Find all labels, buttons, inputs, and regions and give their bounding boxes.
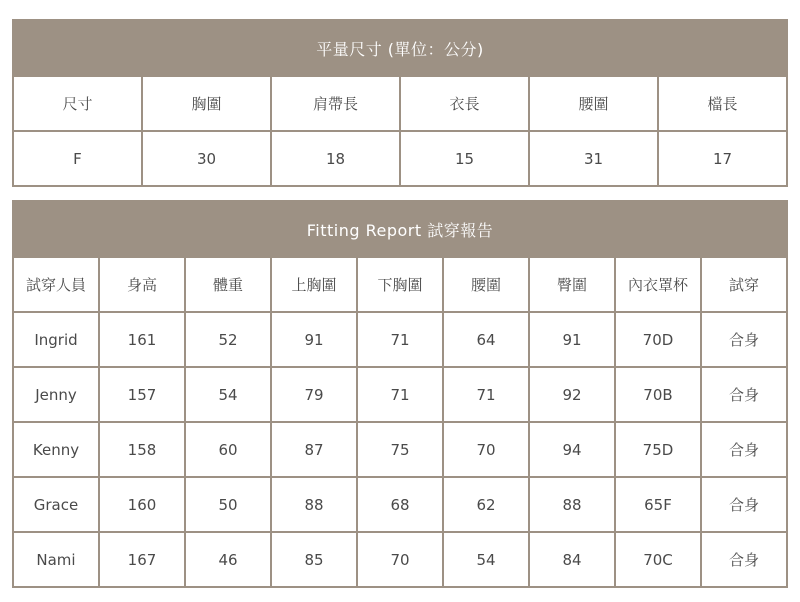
size-header-cell: 衣長	[400, 76, 529, 131]
fitting-header-cell: 腰圍	[443, 257, 529, 312]
size-cell: 31	[529, 131, 658, 186]
fitting-header-cell: 試穿	[701, 257, 787, 312]
fitting-header-cell: 內衣罩杯	[615, 257, 701, 312]
fitting-cell: 92	[529, 367, 615, 422]
size-header-cell: 尺寸	[13, 76, 142, 131]
fitting-header-cell: 體重	[185, 257, 271, 312]
fitting-report-title: Fitting Report 試穿報告	[13, 201, 787, 257]
size-table-header-row	[13, 76, 787, 131]
fitting-cell: 79	[271, 367, 357, 422]
fitting-cell: 85	[271, 532, 357, 587]
fitting-header-cell: 身高	[99, 257, 185, 312]
fitting-cell: 70B	[615, 367, 701, 422]
fitting-cell: 合身	[701, 532, 787, 587]
fitting-report-row	[13, 477, 787, 532]
fitting-cell: 50	[185, 477, 271, 532]
size-table-row	[13, 131, 787, 186]
fitting-header-cell: 臀圍	[529, 257, 615, 312]
size-cell: 18	[271, 131, 400, 186]
fitting-cell: Jenny	[13, 367, 99, 422]
size-table-title-row	[13, 20, 787, 76]
fitting-cell: 70	[443, 422, 529, 477]
fitting-cell: 71	[443, 367, 529, 422]
size-cell: F	[13, 131, 142, 186]
size-cell: 15	[400, 131, 529, 186]
fitting-cell: 75	[357, 422, 443, 477]
fitting-cell: 88	[529, 477, 615, 532]
size-header-cell: 腰圍	[529, 76, 658, 131]
fitting-cell: 84	[529, 532, 615, 587]
fitting-report-row	[13, 422, 787, 477]
size-header-cell: 肩帶長	[271, 76, 400, 131]
size-table-title: 平量尺寸 (單位：公分)	[13, 20, 787, 76]
fitting-cell: 87	[271, 422, 357, 477]
fitting-cell: 65F	[615, 477, 701, 532]
fitting-report-row	[13, 532, 787, 587]
fitting-cell: 64	[443, 312, 529, 367]
fitting-cell: 157	[99, 367, 185, 422]
size-table	[12, 19, 788, 187]
fitting-cell: 167	[99, 532, 185, 587]
fitting-cell: 52	[185, 312, 271, 367]
fitting-cell: 合身	[701, 477, 787, 532]
fitting-cell: 54	[185, 367, 271, 422]
fitting-report-row	[13, 367, 787, 422]
fitting-cell: 160	[99, 477, 185, 532]
size-header-cell: 胸圍	[142, 76, 271, 131]
fitting-cell: 71	[357, 312, 443, 367]
fitting-cell: 70D	[615, 312, 701, 367]
fitting-cell: 合身	[701, 422, 787, 477]
fitting-cell: Nami	[13, 532, 99, 587]
fitting-cell: 54	[443, 532, 529, 587]
fitting-cell: 91	[529, 312, 615, 367]
fitting-cell: 46	[185, 532, 271, 587]
fitting-header-cell: 上胸圍	[271, 257, 357, 312]
fitting-cell: 合身	[701, 367, 787, 422]
size-header-cell: 檔長	[658, 76, 787, 131]
fitting-cell: 70C	[615, 532, 701, 587]
fitting-header-cell: 下胸圍	[357, 257, 443, 312]
fitting-cell: 60	[185, 422, 271, 477]
fitting-cell: Grace	[13, 477, 99, 532]
fitting-cell: Kenny	[13, 422, 99, 477]
fitting-report-table	[12, 200, 788, 588]
fitting-cell: 62	[443, 477, 529, 532]
fitting-cell: 70	[357, 532, 443, 587]
size-cell: 17	[658, 131, 787, 186]
fitting-report-row	[13, 312, 787, 367]
fitting-cell: 94	[529, 422, 615, 477]
size-cell: 30	[142, 131, 271, 186]
fitting-cell: 合身	[701, 312, 787, 367]
fitting-cell: 88	[271, 477, 357, 532]
fitting-cell: 161	[99, 312, 185, 367]
fitting-cell: 71	[357, 367, 443, 422]
fitting-cell: 91	[271, 312, 357, 367]
fitting-cell: 158	[99, 422, 185, 477]
fitting-cell: 75D	[615, 422, 701, 477]
fitting-report-title-row	[13, 201, 787, 257]
fitting-cell: Ingrid	[13, 312, 99, 367]
fitting-header-cell: 試穿人員	[13, 257, 99, 312]
fitting-cell: 68	[357, 477, 443, 532]
fitting-report-header-row	[13, 257, 787, 312]
